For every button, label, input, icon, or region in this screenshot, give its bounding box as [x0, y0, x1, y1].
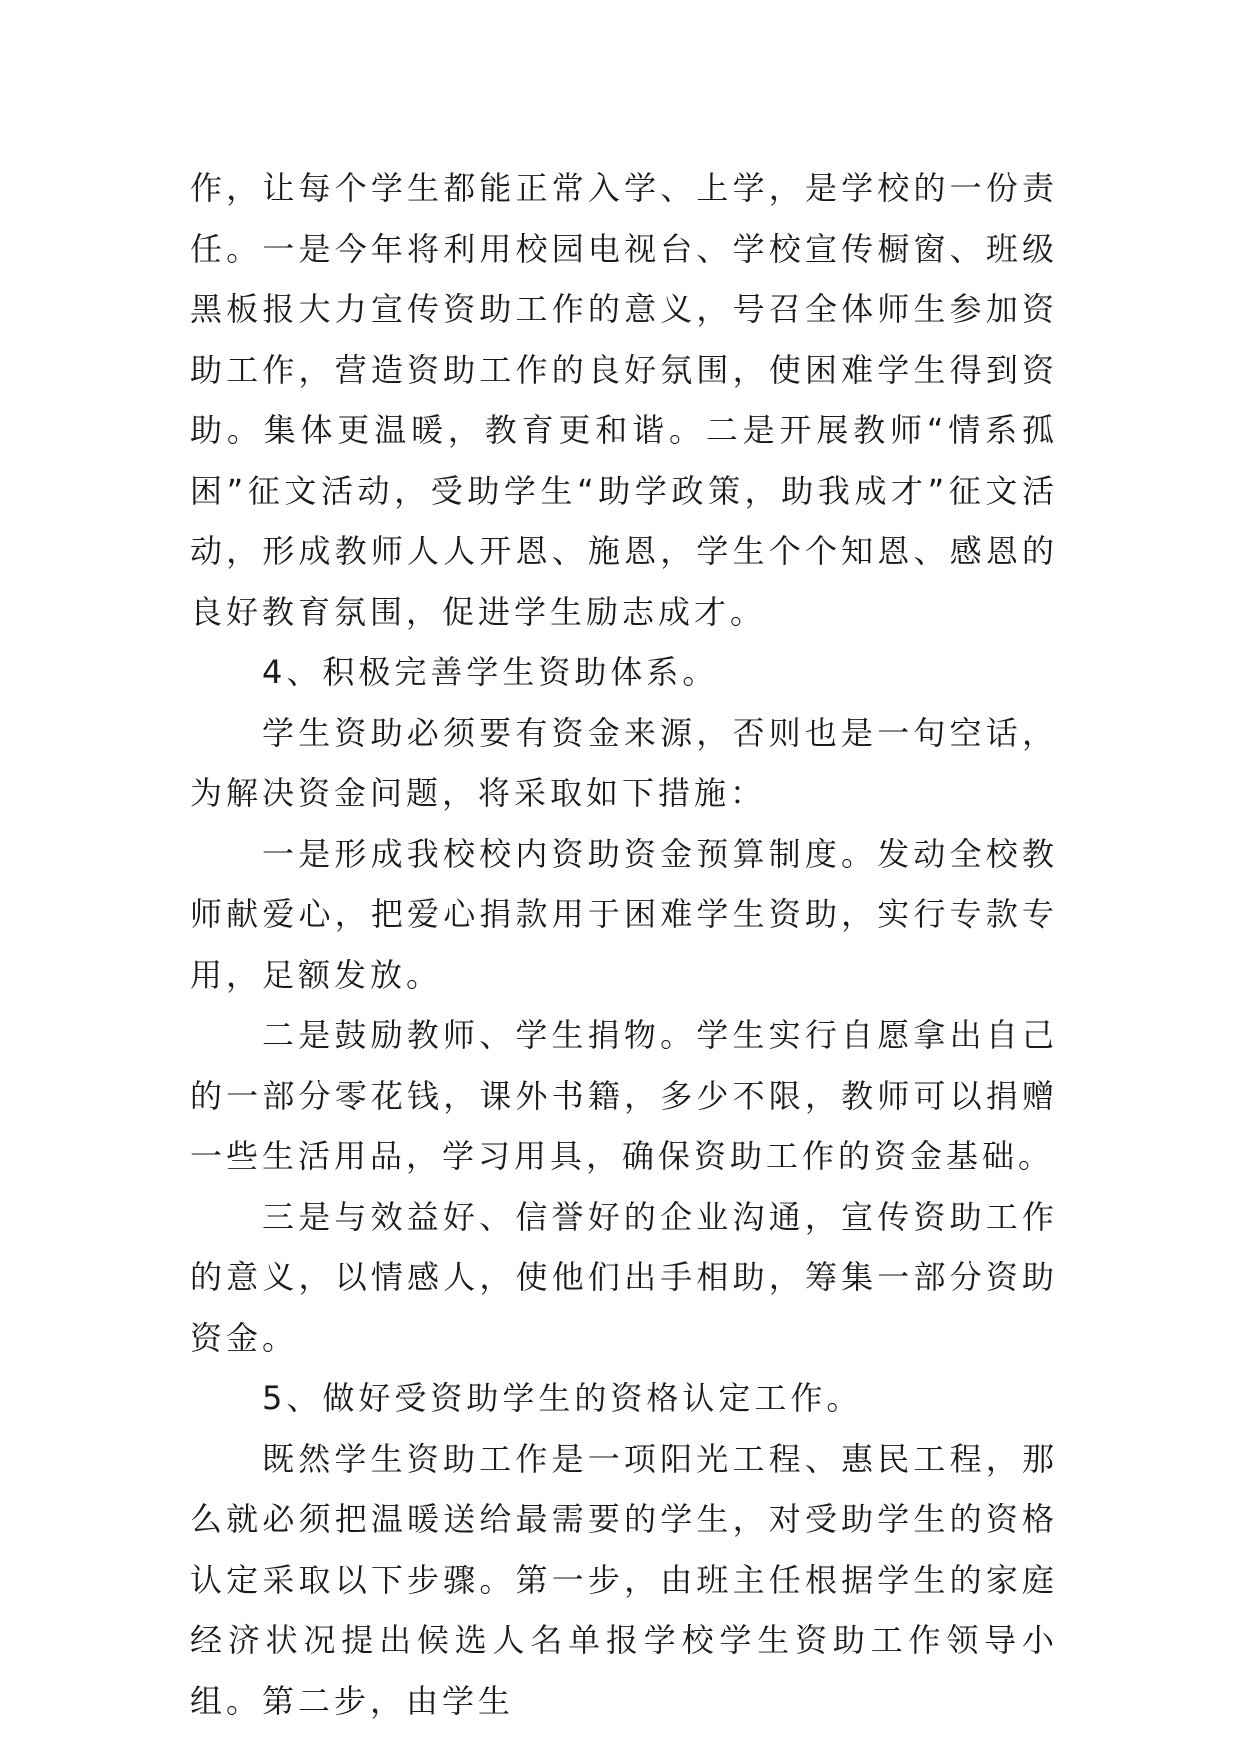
- paragraph-measure-3: 三是与效益好、信誉好的企业沟通，宣传资助工作的意义，以情感人，使他们出手相助，筹集一部分资助资金。: [190, 1197, 1058, 1357]
- paragraph-measure-2: 二是鼓励教师、学生捐物。学生实行自愿拿出自己的一部分零花钱，课外书籍，多少不限，教师可以捐赠一些生活用品，学习用具，确保资助工作的资金基础。: [190, 1016, 1058, 1175]
- paragraph-qualification: 既然学生资助工作是一项阳光工程、惠民工程，那么就必须把温暖送给最需要的学生，对受助学生的资格认定采取以下步骤。第一步，由班主任根据学生的家庭经济状况提出候选人名单报学校学生资助工作领导小组。第二步，由学生: [190, 1439, 1058, 1720]
- section-heading-4: 4、积极完善学生资助体系。: [262, 653, 719, 691]
- paragraph-funding-intro: 学生资助必须要有资金来源，否则也是一句空话，为解决资金问题，将采取如下措施：: [190, 713, 1058, 812]
- paragraph-measure-1: 一是形成我校校内资助资金预算制度。发动全校教师献爱心，把爱心捐款用于困难学生资助，实行专款专用，足额发放。: [190, 834, 1058, 994]
- document-body: [190, 158, 1058, 1731]
- paragraph-continuation: 作，让每个学生都能正常入学、上学，是学校的一份责任。一是今年将利用校园电视台、学校宣传橱窗、班级黑板报大力宣传资助工作的意义，号召全体师生参加资助工作，营造资助工作的良好氛围，使困难学生得到资助。集体更温暖，教育更和谐。二是开展教师“情系孤困”征文活动，受助学生“助学政策，助我成才”征文活动，形成教师人人开恩、施恩，学生个个知恩、感恩的良好教育氛围，促进学生励志成才。: [190, 169, 1058, 631]
- section-heading-5: 5、做好受资助学生的资格认定工作。: [262, 1379, 863, 1417]
